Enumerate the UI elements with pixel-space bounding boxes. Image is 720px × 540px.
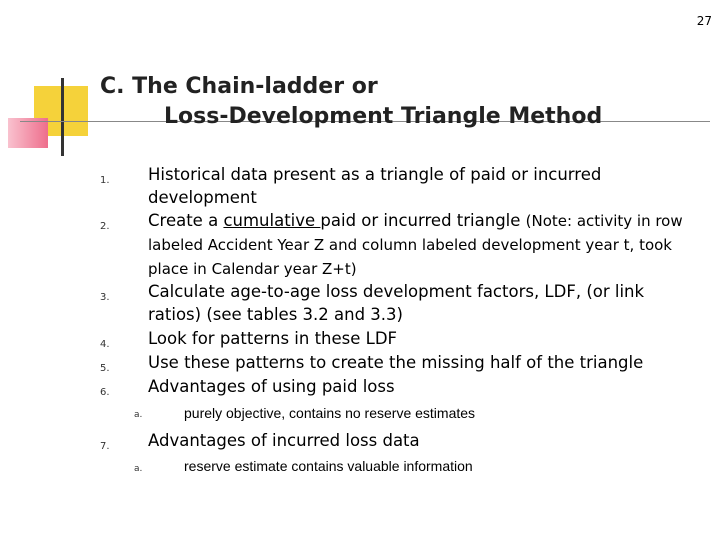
list-number: 3. xyxy=(100,292,110,303)
list-text xyxy=(148,209,696,281)
list-text: Calculate age-to-age loss development factors, LDF, (or link ratios) (see tables 3.2 and 3.3) xyxy=(148,282,645,324)
sub-item-letter: a. xyxy=(134,410,143,420)
note-text: (Note: activity in row labeled Accident Year Z and column labeled development year t, took place in Calendar year Z+t) xyxy=(148,212,683,278)
decor-pink-square xyxy=(8,118,48,148)
list-number: 4. xyxy=(100,339,110,350)
list-text: Use these patterns to create the missing half of the triangle xyxy=(148,353,644,372)
decor-vertical-line xyxy=(61,78,64,156)
list-text: Advantages of using paid loss xyxy=(148,377,395,396)
sub-item-text: purely objective, contains no reserve estimates xyxy=(184,405,476,421)
list-number: 5. xyxy=(100,363,110,374)
list-number: 2. xyxy=(100,221,110,232)
title-line-1: C. The Chain-ladder or xyxy=(100,74,378,99)
sub-item-letter: a. xyxy=(134,464,143,474)
list-text: Advantages of incurred loss data xyxy=(148,431,420,450)
list-text: Look for patterns in these LDF xyxy=(148,329,398,348)
list-number: 6. xyxy=(100,387,110,398)
slide-title xyxy=(100,72,602,132)
sub-item-text: reserve estimate contains valuable information xyxy=(184,458,473,474)
list-number: 1. xyxy=(100,175,110,186)
slide-number: 27 xyxy=(696,14,712,28)
title-line-2: Loss-Development Triangle Method xyxy=(164,104,603,129)
underlined-word: cumulative xyxy=(223,211,321,230)
list-number: 7. xyxy=(100,441,110,452)
text-part: paid or incurred triangle xyxy=(320,211,526,230)
text-part: Create a xyxy=(148,211,224,230)
list-text: Historical data present as a triangle of paid or incurred development xyxy=(148,165,602,207)
